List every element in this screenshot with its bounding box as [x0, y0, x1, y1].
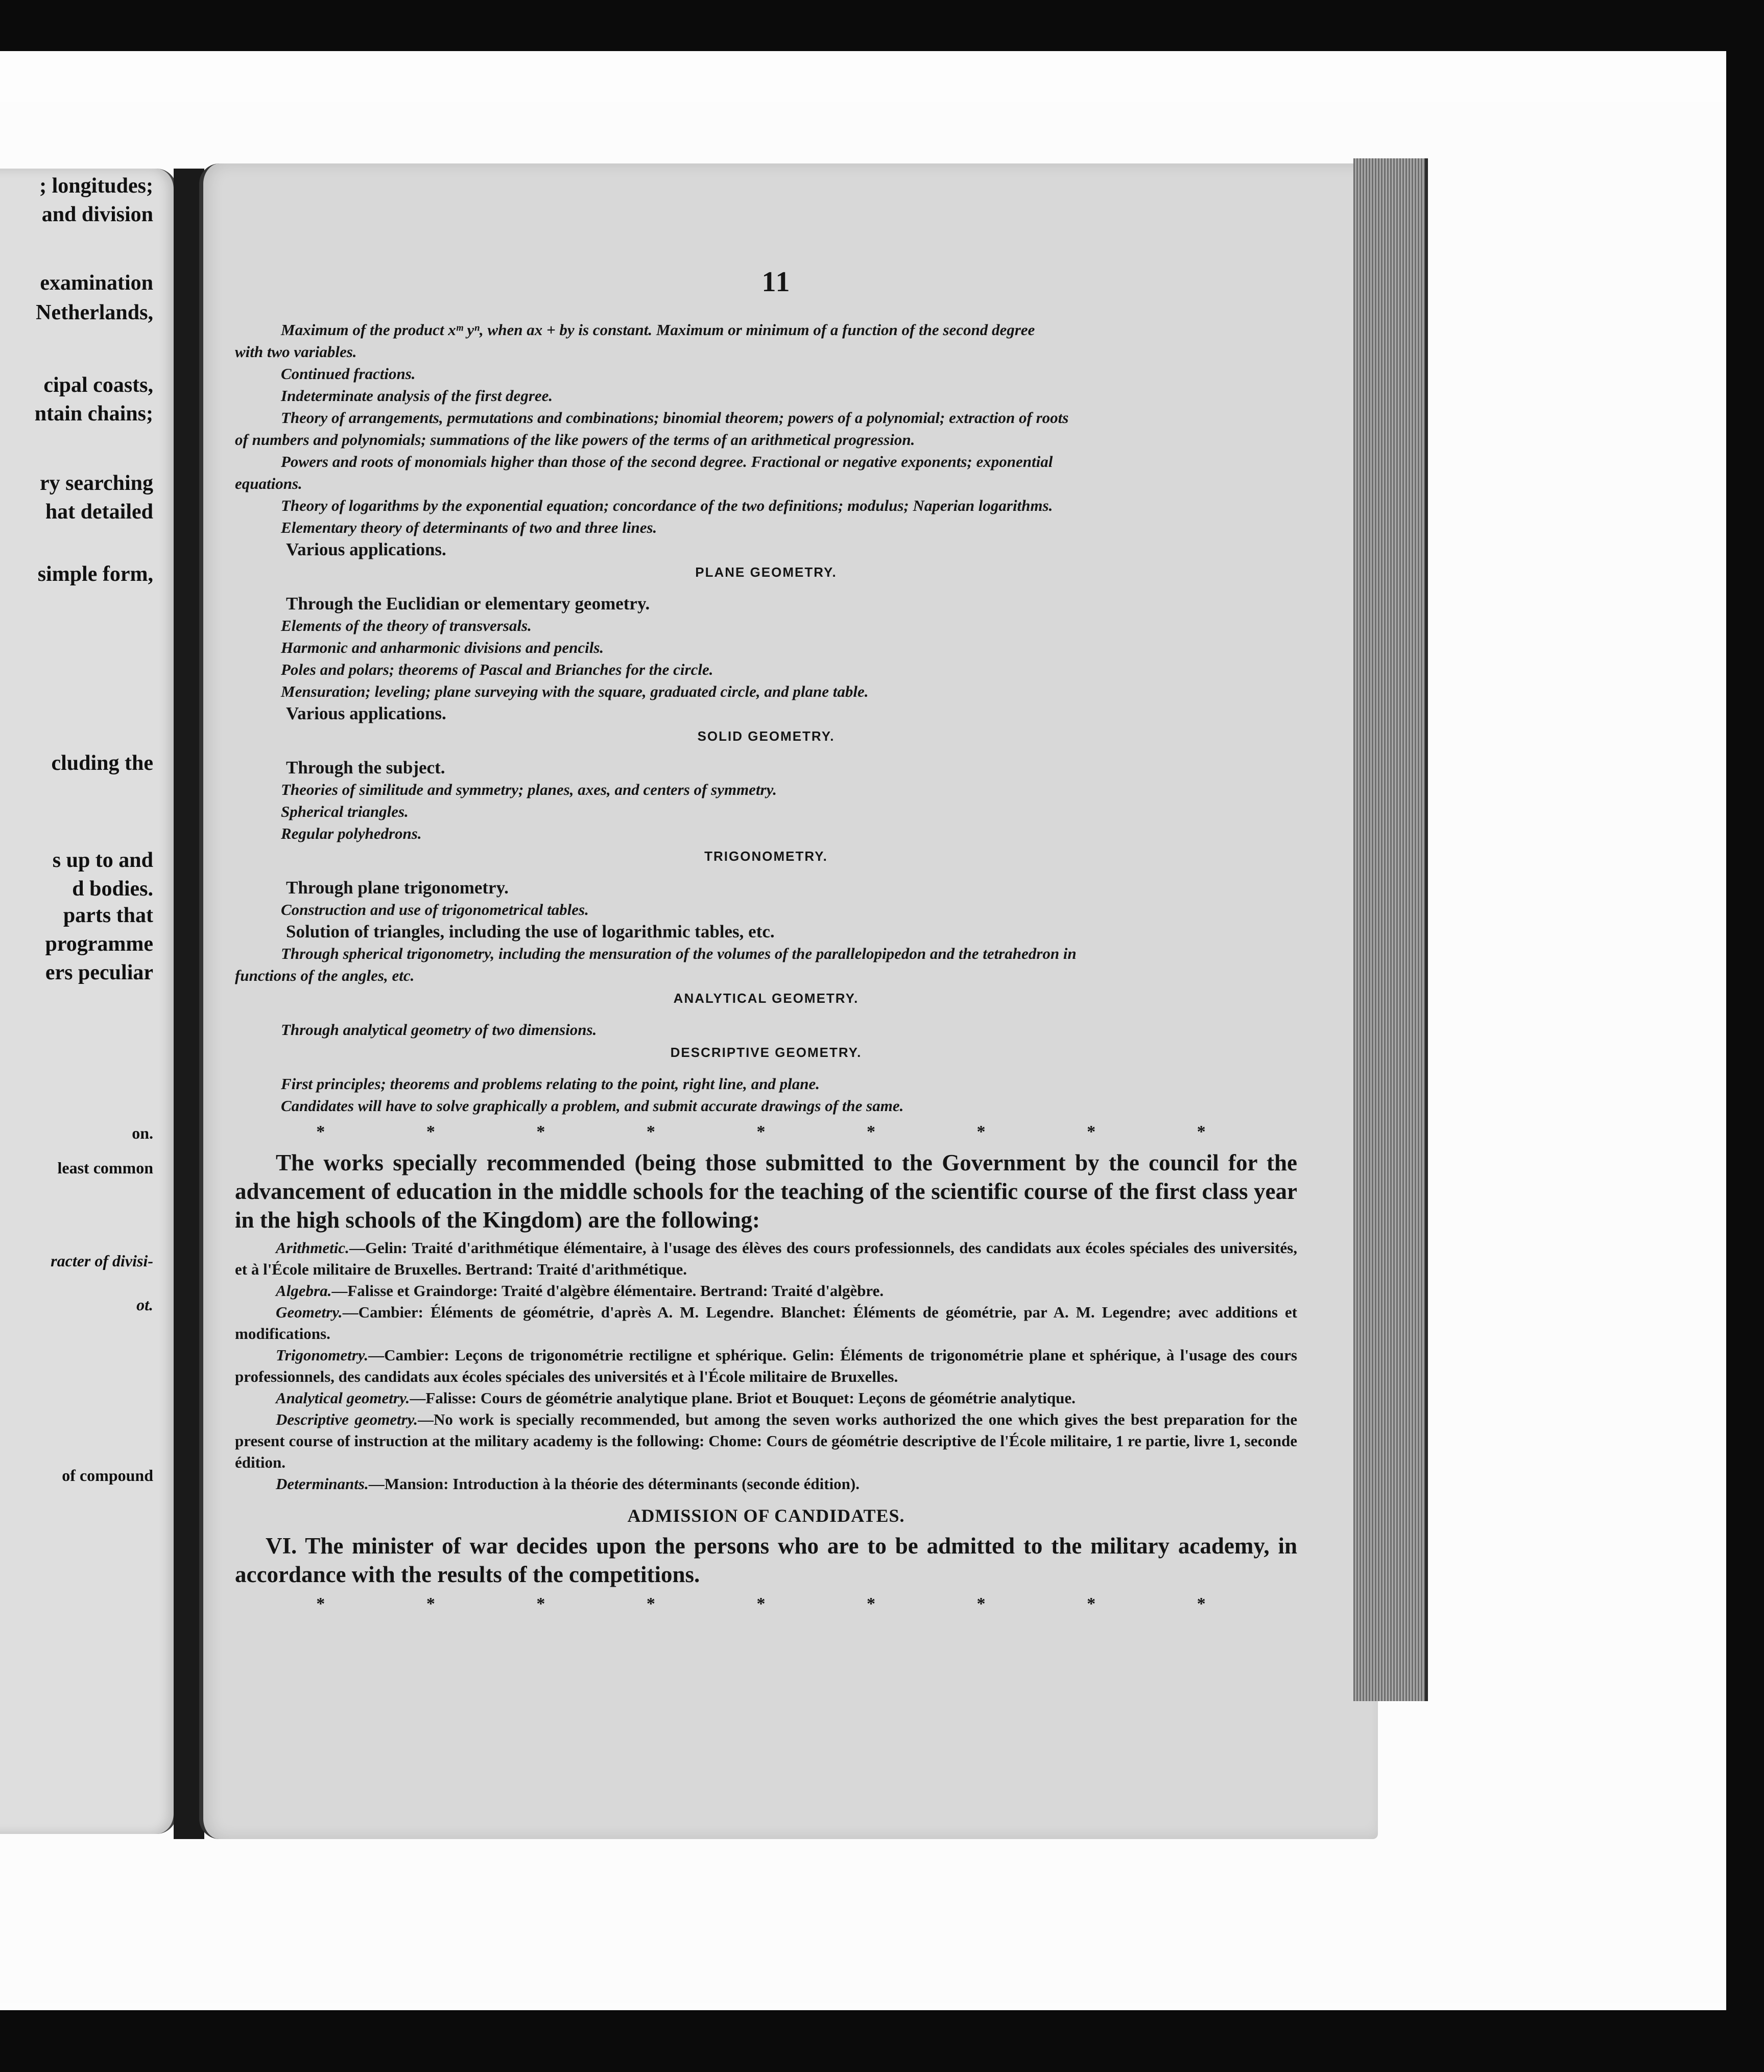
reference-body: —Cambier: Leçons de trigonométrie rectiligne et sphérique. Gelin: Éléments de trigonométrie plane et sphérique, à l'usage des cours professionnels, des candidats aux écoles spéciales des universités et à l'École militaire de Bruxelles. — [235, 1346, 1297, 1385]
text-line: Construction and use of trigonometrical tables. — [281, 901, 589, 919]
reference-lead: Descriptive geometry. — [276, 1410, 418, 1428]
article-vi-paragraph: VI. The minister of war decides upon the persons who are to be admitted to the military academy, in accordance with the results of the competitions. — [235, 1533, 1297, 1587]
text-line: Solution of triangles, including the use of logarithmic tables, etc. — [286, 922, 775, 941]
asterisk: * — [867, 1594, 875, 1613]
reference-lead: Arithmetic. — [276, 1239, 349, 1257]
left-page-line: ry searching — [39, 472, 153, 495]
text-line: Mensuration; leveling; plane surveying with the square, graduated circle, and plane table. — [281, 682, 869, 700]
asterisk: * — [536, 1594, 545, 1613]
text-line: First principles; theorems and problems relating to the point, right line, and plane. — [281, 1075, 820, 1093]
section-heading-solid-geometry: SOLID GEOMETRY. — [697, 728, 835, 744]
left-page-line: and division — [41, 203, 153, 226]
text-line: with two variables. — [235, 343, 357, 361]
text-line: Through the subject. — [286, 758, 445, 778]
text-line: Through plane trigonometry. — [286, 878, 509, 898]
reference-arithmetic — [235, 1237, 1297, 1280]
left-page-line: Netherlands, — [36, 301, 153, 324]
text-line: Poles and polars; theorems of Pascal and Brianches for the circle. — [281, 661, 713, 678]
asterisk-divider — [235, 1117, 1297, 1142]
text-line: Candidates will have to solve graphically a problem, and submit accurate drawings of the same. — [281, 1097, 904, 1115]
reference-algebra — [235, 1280, 1297, 1302]
left-page-line: programme — [45, 932, 153, 956]
text-line: Powers and roots of monomials higher than those of the second degree. Fractional or negative exponents; exponential — [281, 453, 1053, 470]
reference-determinants — [235, 1473, 1297, 1495]
text-line: of numbers and polynomials; summations of the like powers of the terms of an arithmetical progression. — [235, 431, 915, 449]
left-page-line: hat detailed — [45, 500, 153, 524]
reference-lead: Analytical geometry. — [276, 1389, 410, 1407]
works-paragraph: The works specially recommended (being those submitted to the Government by the council for the advancement of education in the middle schools for the teaching of the scientific course of the first class year in the high schools of the Kingdom) are the following: — [235, 1150, 1297, 1233]
text-line: Through spherical trigonometry, including the mensuration of the volumes of the parallelopipedon and the tetrahedron in — [281, 945, 1077, 962]
text-line: Theory of logarithms by the exponential equation; concordance of the two definitions; modulus; Naperian logarithms. — [281, 497, 1053, 514]
reference-trigonometry — [235, 1345, 1297, 1387]
reference-geometry — [235, 1302, 1297, 1345]
text-line: Elementary theory of determinants of two and three lines. — [281, 519, 657, 536]
page-content — [235, 266, 1297, 1614]
asterisk: * — [976, 1594, 986, 1613]
text-line: Indeterminate analysis of the first degree. — [281, 387, 553, 405]
asterisk: * — [536, 1122, 545, 1141]
text-line: Through analytical geometry of two dimensions. — [281, 1021, 597, 1039]
left-page-line: least common — [57, 1159, 153, 1177]
text-line: Spherical triangles. — [281, 803, 409, 820]
reference-lead: Geometry. — [276, 1303, 343, 1321]
left-page-line: of compound — [62, 1466, 153, 1485]
text-line: Elements of the theory of transversals. — [281, 617, 532, 634]
text-line: Continued fractions. — [281, 365, 416, 383]
section-heading-analytical-geometry: ANALYTICAL GEOMETRY. — [673, 991, 859, 1006]
reference-analytical-geometry — [235, 1387, 1297, 1409]
asterisk: * — [426, 1122, 435, 1141]
asterisk: * — [316, 1594, 325, 1613]
admission-heading: ADMISSION OF CANDIDATES. — [627, 1505, 905, 1526]
reference-lead: Algebra. — [276, 1282, 332, 1300]
text-line: Theories of similitude and symmetry; planes, axes, and centers of symmetry. — [281, 781, 777, 798]
reference-body: —Cambier: Éléments de géométrie, d'après A. M. Legendre. Blanchet: Éléments de géométrie, par A. M. Legendre; avec additions et modifications. — [235, 1303, 1297, 1343]
left-page-line: ot. — [136, 1296, 153, 1314]
left-page-line: ntain chains; — [34, 402, 153, 426]
text-line: Maximum of the product xᵐ yⁿ, when ax + by is constant. Maximum or minimum of a function of the second degree — [281, 321, 1035, 339]
left-page-line: simple form, — [37, 562, 153, 586]
page-number: 11 — [761, 266, 791, 298]
asterisk: * — [1197, 1594, 1206, 1613]
reference-body: —Gelin: Traité d'arithmétique élémentaire, à l'usage des élèves des cours professionnels, des candidats aux écoles spéciales des universités, et à l'École militaire de Bruxelles. Bertrand: Traité d'arithmétique. — [235, 1239, 1297, 1278]
asterisk: * — [646, 1122, 655, 1141]
left-page-line: cluding the — [51, 751, 153, 775]
asterisk: * — [1087, 1594, 1096, 1613]
asterisk: * — [867, 1122, 875, 1141]
reference-body: —Falisse: Cours de géométrie analytique plane. Briot et Bouquet: Leçons de géométrie analytique. — [410, 1389, 1076, 1407]
section-heading-plane-geometry: PLANE GEOMETRY. — [695, 564, 837, 580]
left-page — [0, 169, 177, 1834]
scan-border-bottom — [0, 2010, 1764, 2072]
asterisk: * — [426, 1594, 435, 1613]
left-page-line: parts that — [63, 904, 153, 927]
section-heading-trigonometry: TRIGONOMETRY. — [704, 849, 828, 864]
left-page-line: cipal coasts, — [43, 373, 153, 397]
scan-border-right — [1726, 0, 1764, 2072]
left-page-line: s up to and — [52, 849, 153, 872]
left-page-line: on. — [132, 1124, 153, 1142]
asterisk: * — [1087, 1122, 1096, 1141]
asterisk: * — [756, 1594, 766, 1613]
reference-body: —Falisse et Graindorge: Traité d'algèbre élémentaire. Bertrand: Traité d'algèbre. — [331, 1282, 884, 1300]
left-page-line: d bodies. — [72, 877, 153, 901]
asterisk: * — [316, 1122, 325, 1141]
reference-lead: Determinants. — [276, 1475, 369, 1493]
text-line: Harmonic and anharmonic divisions and pencils. — [281, 639, 604, 656]
reference-body: —No work is specially recommended, but among the seven works authorized the one which gives the best preparation for the present course of instruction at the military academy is the following: Chome: Cours de géométrie descriptive de l'École militaire, 1 re partie, livre 1, seconde édition. — [235, 1410, 1297, 1471]
left-page-line: examination — [40, 271, 153, 295]
reference-descriptive-geometry — [235, 1409, 1297, 1473]
left-page-line: racter of divisi- — [51, 1252, 153, 1270]
asterisk: * — [1197, 1122, 1206, 1141]
asterisk: * — [646, 1594, 655, 1613]
text-line: Through the Euclidian or elementary geometry. — [286, 594, 650, 614]
text-line: equations. — [235, 475, 302, 492]
reference-lead: Trigonometry. — [276, 1346, 369, 1364]
left-page-line: ers peculiar — [45, 961, 153, 984]
text-line: Various applications. — [286, 703, 446, 723]
reference-body: —Mansion: Introduction à la théorie des déterminants (seconde édition). — [368, 1475, 860, 1493]
asterisk: * — [756, 1122, 766, 1141]
page-edges — [1353, 158, 1428, 1701]
section-heading-descriptive-geometry: DESCRIPTIVE GEOMETRY. — [670, 1045, 862, 1060]
asterisk: * — [976, 1122, 986, 1141]
text-line: Theory of arrangements, permutations and combinations; binomial theorem; powers of a polynomial; extraction of roots — [281, 409, 1069, 427]
left-page-line: ; longitudes; — [39, 174, 153, 198]
asterisk-divider — [235, 1589, 1297, 1614]
text-line: functions of the angles, etc. — [235, 967, 415, 984]
text-line: Regular polyhedrons. — [281, 825, 422, 842]
text-line: Various applications. — [286, 539, 446, 559]
